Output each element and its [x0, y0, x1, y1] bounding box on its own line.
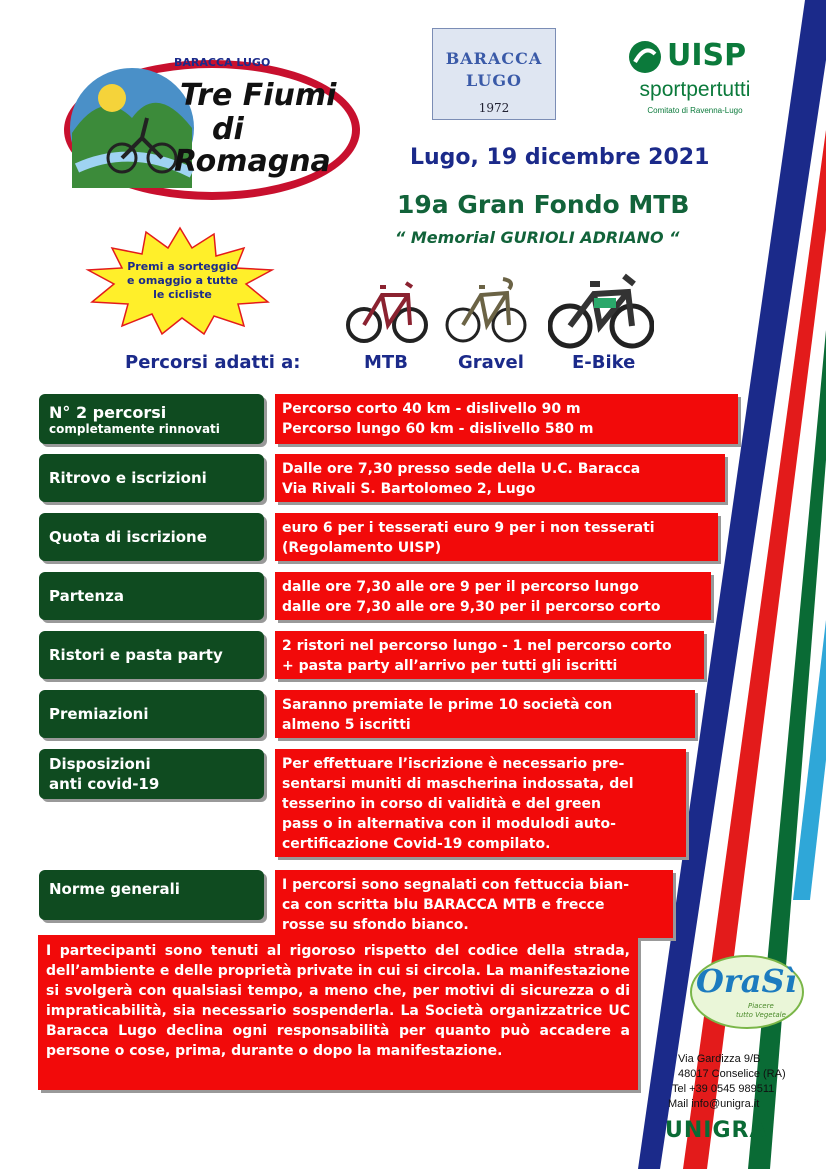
percorso-type-gravel: Gravel	[458, 352, 524, 373]
row-value-partenza: dalle ore 7,30 alle ore 9 per il percorso lungo dalle ore 7,30 alle ore 9,30 per il percorso corto	[275, 572, 711, 620]
prize-line3: le cicliste	[153, 288, 212, 301]
logo-club-name: BARACCA LUGO	[174, 56, 271, 69]
row-label-ritrovo: Ritrovo e iscrizioni	[39, 454, 264, 502]
logo-line1: Tre Fiumi	[180, 78, 337, 113]
event-title: 19a Gran Fondo MTB	[397, 190, 690, 219]
orasi-tagline-1: Piacere	[748, 1002, 774, 1010]
percorsi-label: Percorsi adatti a:	[125, 352, 301, 373]
unigra-logo: UNIGRA	[665, 1118, 768, 1143]
orasi-name: OraSì	[696, 962, 797, 1000]
percorso-type-ebike: E-Bike	[572, 352, 636, 373]
row-label-premiazioni: Premiazioni	[39, 690, 264, 738]
baracca-name-top: BARACCA	[445, 49, 543, 68]
uisp-tagline: sportpertutti	[639, 78, 751, 101]
baracca-lugo-logo	[432, 28, 556, 120]
row-label-covid: Disposizioni anti covid-19	[39, 749, 264, 799]
row-label-quota: Quota di iscrizione	[39, 513, 264, 561]
row-value-premiazioni: Saranno premiate le prime 10 società con almeno 5 iscritti	[275, 690, 695, 738]
uisp-icon	[627, 40, 663, 74]
address-email: Mail info@unigra.it	[668, 1098, 760, 1110]
row-label-percorsi	[39, 394, 264, 444]
general-rules-text: I partecipanti sono tenuti al rigoroso rispetto del codice della strada, dell’ambiente e delle proprietà private in cui si circola. La manifestazione si svolgerà con qualsiasi tempo, a meno che, per motivi di sicurezza o di impraticabilità, sia necessario sospenderla. La Società organizzatrice UC Baracca Lugo declina ogni responsabilità per quanto può accadere a persone o cose, prima, durante o dopo la manifestazione.	[38, 935, 638, 1090]
prize-line2: e omaggio a tutte	[127, 274, 238, 287]
baracca-year: 1972	[478, 101, 510, 115]
percorso-type-mtb: MTB	[364, 352, 408, 373]
orasi-logo	[688, 952, 806, 1030]
uisp-logo	[625, 38, 765, 120]
row-label-partenza: Partenza	[39, 572, 264, 620]
row-value-percorsi: Percorso corto 40 km - dislivello 90 m Percorso lungo 60 km - dislivello 580 m	[275, 394, 738, 444]
row-value-ristori: 2 ristori nel percorso lungo - 1 nel percorso corto + pasta party all’arrivo per tutti gli iscritti	[275, 631, 704, 679]
tre-fiumi-logo	[62, 48, 367, 206]
event-date: Lugo, 19 dicembre 2021	[410, 145, 710, 170]
row-label-norme: Norme generali	[39, 870, 264, 920]
event-memorial: “ Memorial GURIOLI ADRIANO “	[395, 228, 680, 247]
uisp-name: UISP	[667, 38, 747, 73]
prize-text	[110, 260, 255, 302]
row-label-percorsi-sub: completamente rinnovati	[49, 421, 220, 436]
prize-line1: Premi a sorteggio	[127, 260, 238, 273]
baracca-name-bottom: LUGO	[466, 71, 522, 90]
row-value-covid: Per effettuare l’iscrizione è necessario pre- sentarsi muniti di mascherina indossata, del tesserino in corso di validità e del green pass o in alternativa con il modulodi auto- certificazione Covid-19 compilato.	[275, 749, 686, 857]
row-label-ristori: Ristori e pasta party	[39, 631, 264, 679]
row-value-norme: I percorsi sono segnalati con fettuccia bian- ca con scritta blu BARACCA MTB e frecce rosse su sfondo bianco.	[275, 870, 673, 938]
address-phone: Tel +39 0545 989511	[672, 1083, 775, 1095]
logo-line2: di	[212, 112, 244, 147]
gravel-bike-icon	[445, 265, 527, 347]
orasi-tagline-2: tutto Vegetale	[736, 1011, 786, 1019]
sponsor-address	[668, 1052, 786, 1112]
logo-line3: Romagna	[174, 144, 331, 179]
address-city: 48017 Conselice (RA)	[678, 1068, 786, 1080]
row-value-ritrovo: Dalle ore 7,30 presso sede della U.C. Baracca Via Rivali S. Bartolomeo 2, Lugo	[275, 454, 725, 502]
uisp-committee: Comitato di Ravenna-Lugo	[647, 106, 743, 115]
mtb-bike-icon	[346, 265, 428, 347]
ebike-icon	[548, 270, 654, 350]
address-street: Via Gardizza 9/B	[678, 1053, 761, 1065]
row-value-quota: euro 6 per i tesserati euro 9 per i non tesserati (Regolamento UISP)	[275, 513, 718, 561]
row-label-percorsi-main: N° 2 percorsi	[49, 402, 167, 422]
